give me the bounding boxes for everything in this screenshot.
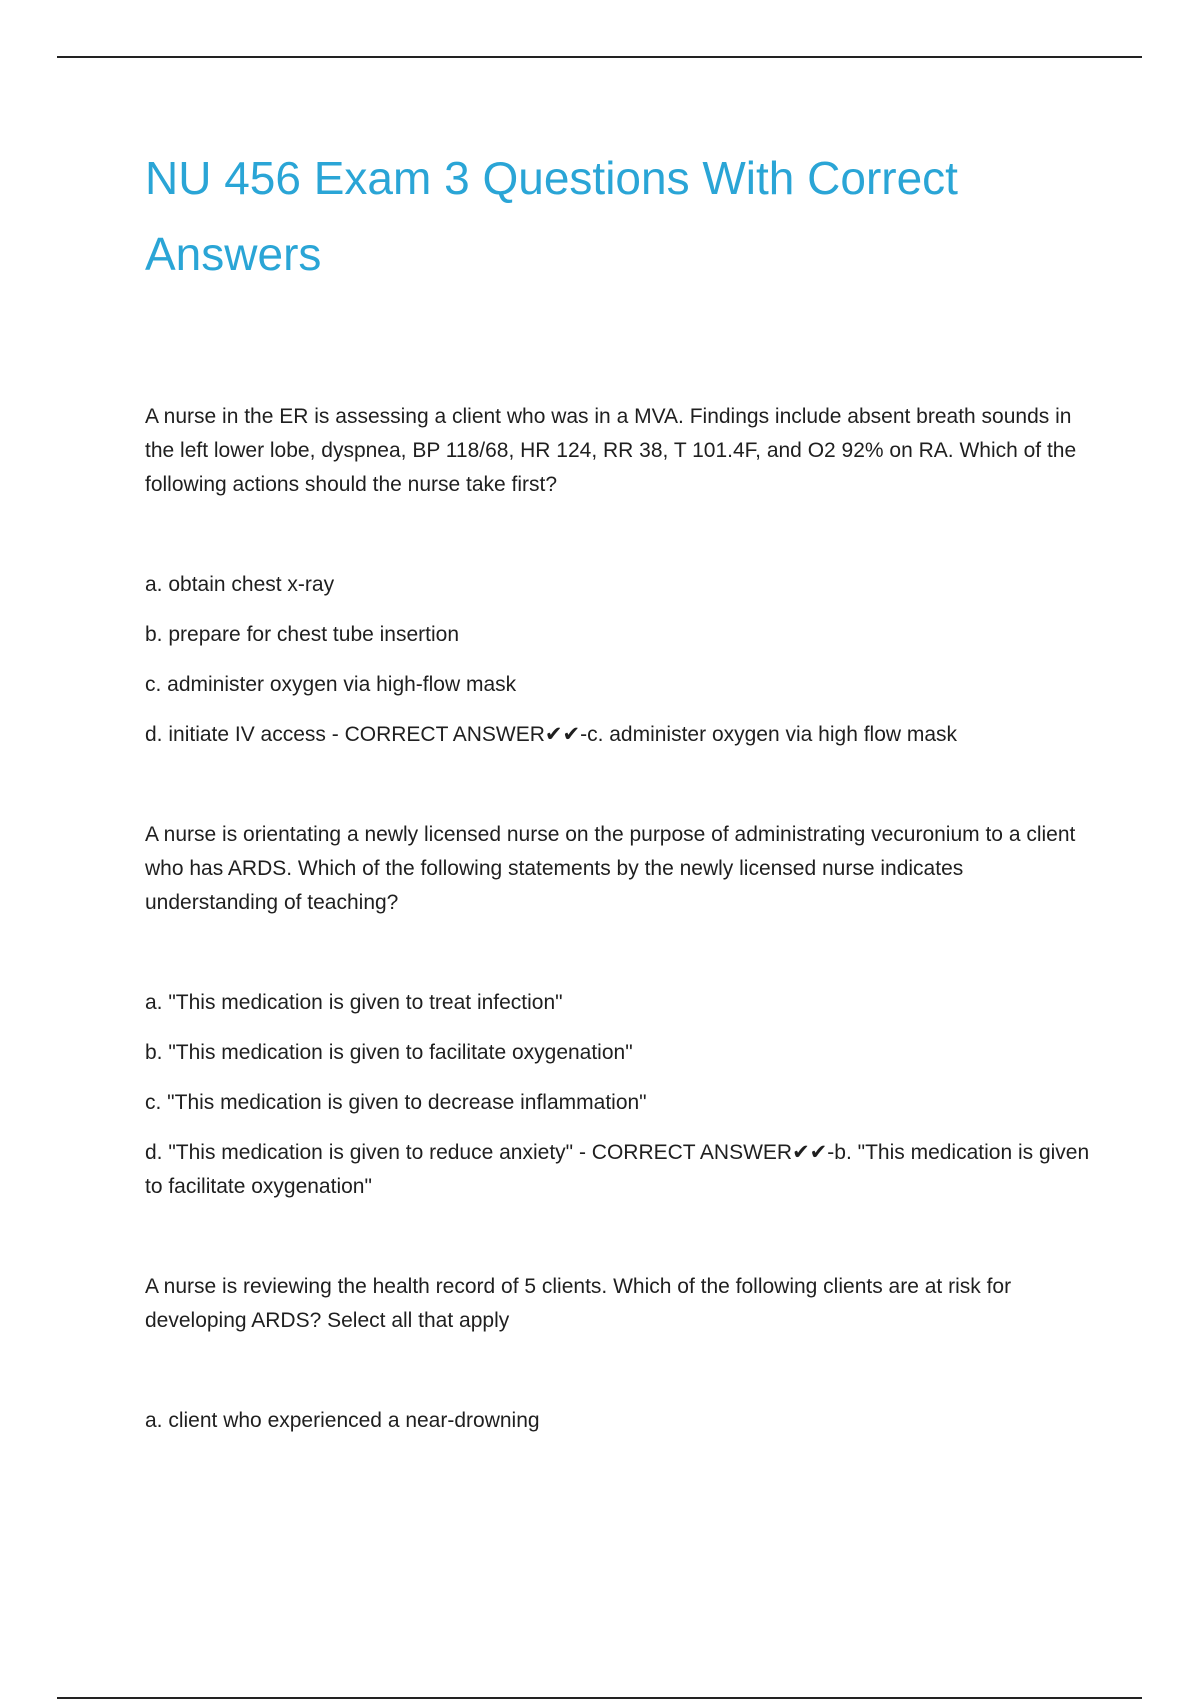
question-3-option-a: a. client who experienced a near-drowning — [145, 1409, 540, 1432]
question-1-option-a: a. obtain chest x-ray — [145, 573, 335, 596]
question-1-option-b: b. prepare for chest tube insertion — [145, 623, 460, 646]
header-rule — [57, 56, 1142, 58]
question-2-option-b: b. "This medication is given to facilitate oxygenation" — [145, 1041, 633, 1064]
question-1-text: A nurse in the ER is assessing a client who was in a MVA. Findings include absent breath sounds in the left lower lobe, dyspnea, BP 118/68, HR 124, RR 38, T 101.4F, and O2 92% on RA. Which of the following actions should the nurse take first? — [145, 405, 1077, 496]
question-2-option-a: a. "This medication is given to treat infection" — [145, 991, 563, 1014]
question-1-option-d-answer: d. initiate IV access - CORRECT ANSWER✔✔-c. administer oxygen via high flow mask — [145, 723, 958, 746]
question-2-text: A nurse is orientating a newly licensed nurse on the purpose of administrating vecuronium to a client who has ARDS. Which of the following statements by the newly licensed nurse indicates understanding of teaching? — [145, 823, 1076, 914]
footer-rule — [57, 1697, 1142, 1699]
question-2-options — [145, 986, 1090, 1204]
question-1-options — [145, 568, 1090, 752]
question-2-option-c: c. "This medication is given to decrease inflammation" — [145, 1091, 647, 1114]
document-body — [145, 140, 1090, 1438]
document-title: NU 456 Exam 3 Questions With Correct Answers — [145, 152, 958, 280]
question-1-option-c: c. administer oxygen via high-flow mask — [145, 673, 517, 696]
question-2-option-d-answer: d. "This medication is given to reduce anxiety" - CORRECT ANSWER✔✔-b. "This medication is given to facilitate oxygenation" — [145, 1141, 1090, 1198]
question-3-options — [145, 1404, 1090, 1438]
question-3-text: A nurse is reviewing the health record of 5 clients. Which of the following clients are at risk for developing ARDS? Select all that apply — [145, 1275, 1012, 1332]
